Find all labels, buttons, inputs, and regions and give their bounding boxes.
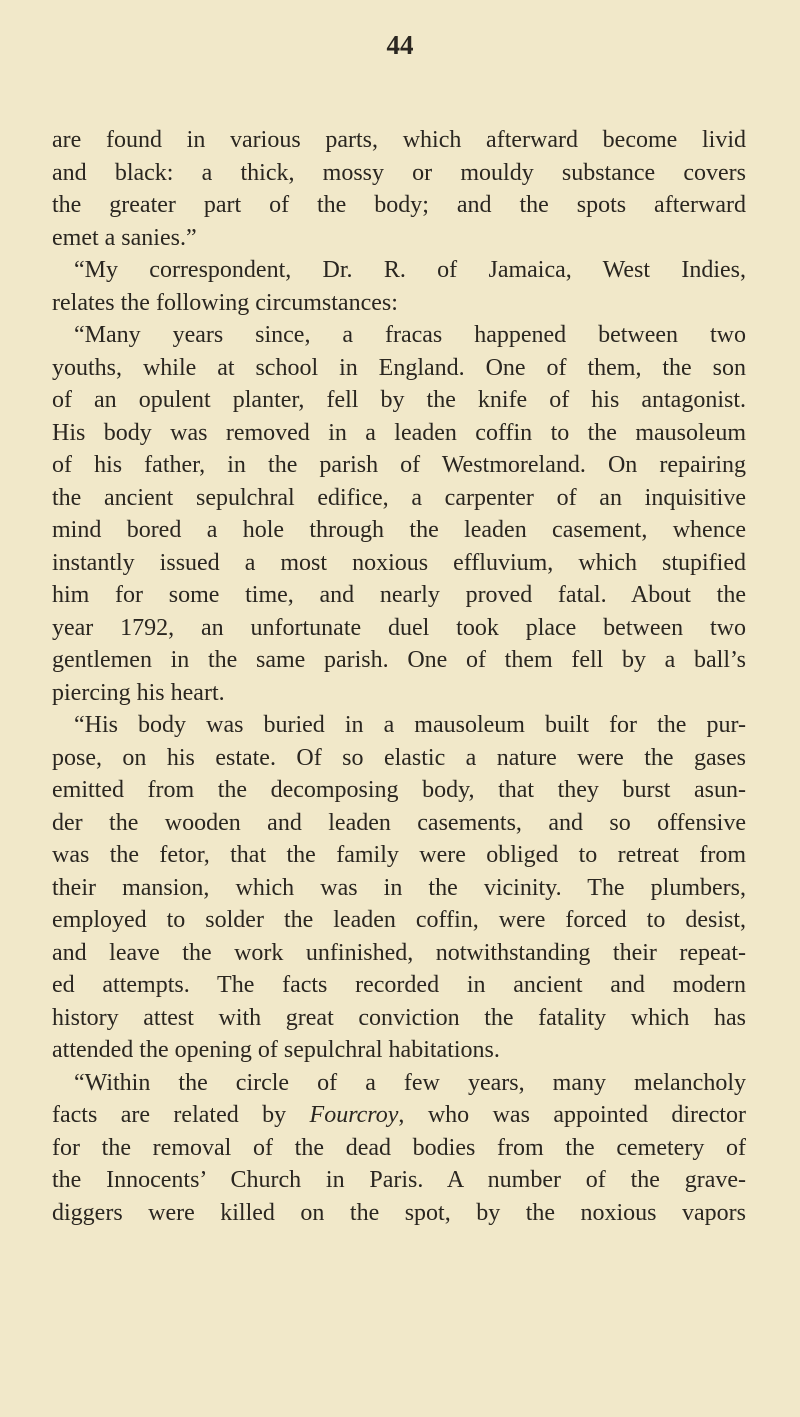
text-line: gentlemen in the same parish. One of them fell by a ball’s bbox=[52, 647, 746, 673]
text-line: of his father, in the parish of Westmoreland. On repairing bbox=[52, 452, 746, 478]
text-line: youths, while at school in England. One of them, the son bbox=[52, 354, 746, 381]
text-line: and leave the work unfinished, notwithstanding their repeat- bbox=[52, 939, 746, 966]
text-line: His body was removed in a leaden coffin to the mausoleum bbox=[52, 419, 746, 446]
text-line: the greater part of the body; and the spots afterward bbox=[52, 192, 746, 218]
text-line: him for some time, and nearly proved fatal. About the bbox=[52, 582, 746, 608]
body-text bbox=[52, 124, 746, 1229]
text-line: der the wooden and leaden casements, and so offensive bbox=[52, 809, 746, 836]
text-line: piercing his heart. bbox=[52, 679, 225, 706]
text-line: attended the opening of sepulchral habitations. bbox=[52, 1037, 500, 1063]
text-line: the ancient sepulchral edifice, a carpenter of an inquisitive bbox=[52, 484, 746, 511]
text-line: history attest with great conviction the fatality which has bbox=[52, 1004, 746, 1031]
text-line: ed attempts. The facts recorded in ancient and modern bbox=[52, 972, 746, 998]
text-line: mind bored a hole through the leaden casement, whence bbox=[52, 517, 746, 543]
text-line: their mansion, which was in the vicinity. The plumbers, bbox=[52, 874, 746, 901]
text-line: and black: a thick, mossy or mouldy substance covers bbox=[52, 159, 746, 186]
italic-name: Fourcroy bbox=[309, 1102, 399, 1128]
text-line: of an opulent planter, fell by the knife of his antagonist. bbox=[52, 387, 746, 413]
text-line: the Innocents’ Church in Paris. A number of the grave- bbox=[52, 1167, 746, 1193]
text-line: are found in various parts, which afterward become livid bbox=[52, 127, 746, 153]
text-line: facts are related by Fourcroy, who was appointed director bbox=[52, 1102, 746, 1128]
text-line: employed to solder the leaden coffin, were forced to desist, bbox=[52, 907, 746, 933]
text-line: “My correspondent, Dr. R. of Jamaica, West Indies, bbox=[74, 257, 746, 283]
text-line: emet a sanies.” bbox=[52, 224, 197, 251]
text-line: pose, on his estate. Of so elastic a nature were the gases bbox=[52, 744, 746, 771]
text-line: was the fetor, that the family were obliged to retreat from bbox=[52, 842, 746, 868]
text-line: diggers were killed on the spot, by the noxious vapors bbox=[52, 1199, 746, 1226]
text-line: relates the following circumstances: bbox=[52, 289, 398, 316]
text-line: “Many years since, a fracas happened between two bbox=[74, 322, 746, 348]
text-line: “Within the circle of a few years, many melancholy bbox=[74, 1069, 746, 1096]
page-number: 44 bbox=[386, 30, 414, 60]
text-line: year 1792, an unfortunate duel took place between two bbox=[52, 614, 746, 641]
text-line: instantly issued a most noxious effluvium, which stupified bbox=[52, 549, 746, 576]
text-line: emitted from the decomposing body, that they burst asun- bbox=[52, 777, 746, 803]
text-line: “His body was buried in a mausoleum built for the pur- bbox=[74, 712, 746, 738]
text-line: for the removal of the dead bodies from the cemetery of bbox=[52, 1134, 746, 1161]
